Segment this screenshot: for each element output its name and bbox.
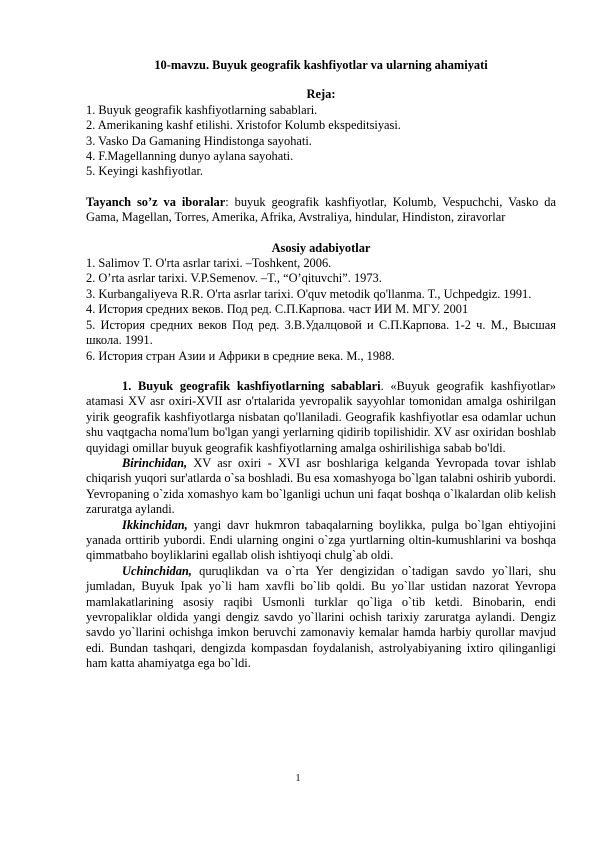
body-paragraph [86,379,556,456]
page-number: 1 [295,773,301,784]
source-item: 4. История средних веков. Под ред. С.П.Карпова. част ИИ М. МГУ. 2001 [86,302,469,317]
source-item: 2. O’rta asrlar tarixi. V.P.Semenov. –T., “O’qituvchi”. 1973. [86,271,382,286]
paragraph-lead: Ikkinchidan, [122,517,188,532]
spacer [86,364,556,379]
paragraph-lead: Birinchidan, [122,455,188,470]
keywords-text: : buyuk geografik kashfiyotlar, Kolumb, Vespuchchi, Vasko da Gama, Magellan, Torres, Amerika, Afrika, Avstraliya, hindular, Hindiston, ziravorlar [86,194,556,225]
paragraph-text: XV asr oxiri - XVI asr boshlariga kelganda Yevropada tovar ishlab chiqarish yuqori sur'atlarda o`sa boshladi. Bu esa xomashyoga bo`lgan talabni oshirib yubordi. Yevropaning o`zida xomashyo kam bo`lganligi uchun uni faqat boshqa o`lkalardan olib kelish zaruratga aylandi. [86,455,556,517]
paragraph-lead: Uchinchidan, [122,563,192,578]
plan-heading: Reja: [306,87,336,102]
source-item: 1. Salimov T. O'rta asrlar tarixi. –Toshkent, 2006. [86,256,332,271]
plan-item: 3. Vasko Da Gamaning Hindistonga sayohati. [86,133,312,148]
document-title: 10-mavzu. Buyuk geografik kashfiyotlar va ularning ahamiyati [154,58,488,72]
plan-item: 2. Amerikaning kashf etilishi. Xristofor Kolumb ekspeditsiyasi. [86,118,401,133]
source-item: 6. История стран Азии и Африки в средние века. М., 1988. [86,348,395,363]
source-item: 3. Kurbangaliyeva R.R. O'rta asrlar tarixi. O'quv metodik qo'llanma. T., Uchpedgiz. 1991. [86,286,532,301]
plan-list [86,103,556,180]
plan-item: 4. F.Magellanning dunyo aylana sayohati. [86,149,294,164]
plan-item: 5. Keyingi kashfiyotlar. [86,164,204,179]
paragraph-text: . «Buyuk geografik kashfiyotlar» atamasi XV asr oxiri-XVII asr o'rtalarida yevropalik sayyohlar tomonidan amalga oshirilgan yirik geografik kashfiyotlarga nisbatan qo'llaniladi. Geografik kashfiyotlar esa odamlar uchun shu vaqtgacha noma'lum bo'lgan yangi yerlarning qidirib topilishidir. XV asr oxiridan boshlab quyidagi omillar buyuk geografik kashfiyotlarning amalga oshirilishiga sabab bo'ldi. [86,378,556,455]
body-paragraph [86,456,556,518]
source-item: 5. История средних веков Под ред. З.В.Удалцовой и С.П.Карпова. 1-2 ч. М., Высшая школа. 1991. [86,317,556,348]
body-paragraph [86,564,556,672]
plan-item: 1. Buyuk geografik kashfiyotlarning sabablari. [86,102,318,117]
paragraph-text: quruqlikdan va o`rta Yer dengizidan o`tadigan savdo yo`llari, shu jumladan, Buyuk Ipak yo`li ham xavfli bo`lib qoldi. Bu yo`llar ustidan nazorat Yevropa mamlakatlarining asosiy raqibi Usmonli turklar qo`liga o`tib ketdi. Binobarin, endi yevropaliklar oldida yangi dengiz savdo yo`llarini ochish tarixiy zaruratga aylandi. Dengiz savdo yo`llarini ochishga imkon beruvchi zamonaviy kemalar hamda harbiy qurollar mavjud edi. Bundan tashqari, dengizda kompasdan foydalanish, astrolyabiyaning ixtiro qilinganligi ham katta ahamiyatga ega bo`ldi. [86,563,556,671]
sources-list [86,256,556,364]
section-heading: 1. Buyuk geografik kashfiyotlarning sabablari [122,378,381,393]
keywords-paragraph [86,195,556,226]
keywords-label: Tayanch so’z va iboralar [86,194,226,209]
body-paragraph [86,518,556,564]
sources-heading: Asosiy adabiyotlar [271,240,371,255]
spacer [86,180,556,195]
paragraph-text: yangi davr hukmron tabaqalarning boylikka, pulga bo`lgan ehtiyojini yanada orttirib yubordi. Endi ularning ongini o`zga yurtlarning oltin-kumushlarini va boshqa qimmatbaho boyliklarini egallab olish ishtiyoqi chulg`ab oldi. [86,517,556,563]
document-page [86,58,556,672]
spacer [86,226,556,241]
